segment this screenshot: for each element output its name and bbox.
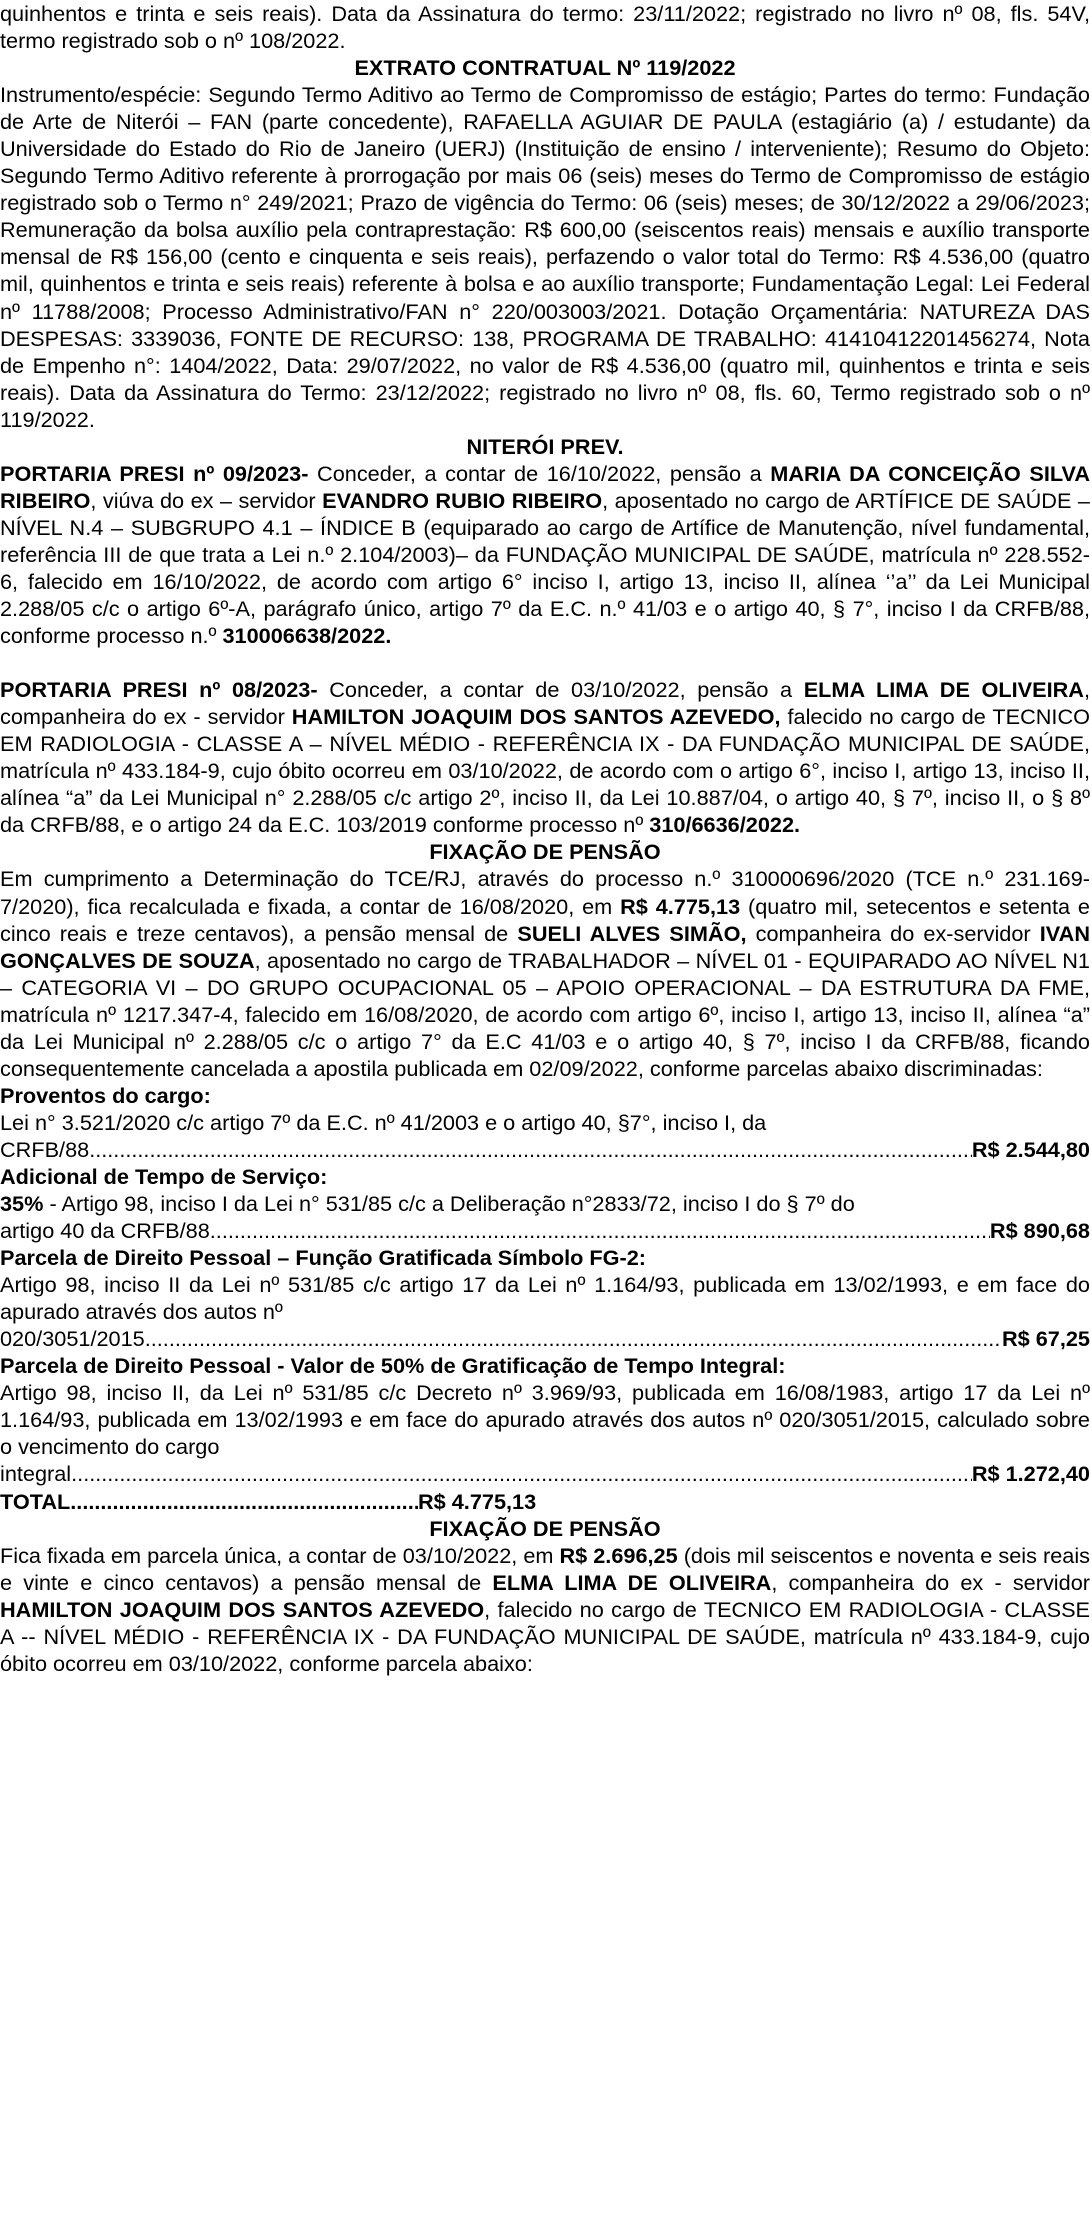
fixacao-2-paragraph xyxy=(0,1542,1090,1677)
adicional-value: R$ 890,68 xyxy=(989,1218,1090,1244)
fixacao-2-servidor: HAMILTON JOAQUIM DOS SANTOS AZEVEDO xyxy=(0,1596,485,1622)
portaria-09-paragraph xyxy=(0,460,1090,649)
blank-line xyxy=(0,649,1090,676)
fixacao-2-text-4: , falecido no cargo de TECNICO EM RADIOLOGIA - CLASSE A -- NÍVEL MÉDIO - REFERÊNCIA IX - DA FUNDAÇÃO MUNICIPAL DE SAÚDE, matrícula nº 433.184-9, cujo óbito ocorreu em 03/10/2022, conforme parcela abaixo: xyxy=(0,1596,1090,1676)
integral-title xyxy=(0,1352,1090,1379)
portaria-09-servidor: EVANDRO RUBIO RIBEIRO xyxy=(322,487,603,513)
fixacao-1-text-1: Em cumprimento a Determinação do TCE/RJ, através do processo n.º 310000696/2020 (TCE n.º 231.169-7/2020), fica recalculada e fixada, a contar de 16/08/2020, em xyxy=(0,866,1090,919)
paragraph-continuation: quinhentos e trinta e seis reais). Data da Assinatura do termo: 23/11/2022; registrado no livro nº 08, fls. 54V, termo registrado sob o nº 108/2022. xyxy=(0,1,1090,54)
fg-title xyxy=(0,1244,1090,1271)
fixacao-1-beneficiary: SUELI ALVES SIMÃO, xyxy=(517,920,747,946)
fg-leader: 020/3051/2015 ..... xyxy=(0,1325,1002,1352)
fg-title-text: Parcela de Direito Pessoal – Função Gratificada Símbolo FG-2: xyxy=(0,1245,646,1271)
portaria-08-head: PORTARIA PRESI nº 08/2023- xyxy=(0,677,318,703)
fixacao-1-paragraph xyxy=(0,865,1090,1081)
adicional-leader: artigo 40 da CRFB/88 ..... xyxy=(0,1217,990,1244)
niteroi-prev-title: NITERÓI PREV. xyxy=(466,433,624,459)
proventos-value: R$ 2.544,80 xyxy=(971,1136,1090,1162)
integral-line xyxy=(0,1460,1090,1487)
proventos-title xyxy=(0,1082,1090,1109)
portaria-08-beneficiary: ELMA LIMA DE OLIVEIRA xyxy=(803,677,1084,703)
fixacao-2-title: FIXAÇÃO DE PENSÃO xyxy=(429,1515,661,1541)
proventos-line xyxy=(0,1136,1090,1163)
integral-value: R$ 1.272,40 xyxy=(971,1461,1090,1487)
extrato-body: Instrumento/espécie: Segundo Termo Aditivo ao Termo de Compromisso de estágio; Partes do termo: Fundação de Arte de Niterói – FAN (parte concedente), RAFAELLA AGUIAR DE PAULA (estagiário (a) / estudante) da Universidade do Estado do Rio de Janeiro (UERJ) (Instituição de ensino / interveniente); Resumo do Objeto: Segundo Termo Aditivo referente à prorrogação por mais 06 (seis) meses do Termo de Compromisso de estágio registrado sob o Termo n° 249/2021; Prazo de vigência do Termo: 06 (seis) meses; de 30/12/2022 a 29/06/2023; Remuneração da bolsa auxílio pela contraprestação: R$ 600,00 (seiscentos reais) mensais e auxílio transporte mensal de R$ 156,00 (cento e cinquenta e seis reais), perfazendo o valor total do Termo: R$ 4.536,00 (quatro mil, quinhentos e trinta e seis reais) referente à bolsa e ao auxílio transporte; Fundamentação Legal: Lei Federal nº 11788/2008; Processo Administrativo/FAN n° 220/003003/2021. Dotação Orçamentária: NATUREZA DAS DESPESAS: 3339036, FONTE DE RECURSO: 138, PROGRAMA DE TRABALHO: 41410412201456274, Nota de Empenho n°: 1404/2022, Data: 29/07/2022, no valor de R$ 4.536,00 (quatro mil, quinhentos e trinta e seis reais). Data da Assinatura do Termo: 23/12/2022; registrado no livro nº 08, fls. 60, Termo registrado sob o nº 119/2022. xyxy=(0,82,1090,432)
total-label: TOTAL ..... xyxy=(0,1488,418,1515)
portaria-09-process: 310006638/2022. xyxy=(222,623,392,649)
adicional-percent: 35% xyxy=(0,1191,44,1217)
fixacao-1-servidor: IVAN GONÇALVES DE SOUZA xyxy=(0,920,1090,973)
portaria-09-head: PORTARIA PRESI nº 09/2023- xyxy=(0,460,309,486)
fixacao-2-text-3: , companheira do ex - servidor xyxy=(771,1569,1090,1595)
proventos-paragraph: Lei n° 3.521/2020 c/c artigo 7º da E.C. nº 41/2003 e o artigo 40, §7°, inciso I, da xyxy=(0,1109,767,1135)
portaria-08-text-1: Conceder, a contar de 03/10/2022, pensão a xyxy=(317,677,804,703)
fixacao-2-amount: R$ 2.696,25 xyxy=(559,1542,678,1568)
portaria-08-text-3: falecido no cargo de TECNICO EM RADIOLOGIA - CLASSE A – NÍVEL MÉDIO - REFERÊNCIA IX - DA FUNDAÇÃO MUNICIPAL DE SAÚDE, matrícula nº 433.184-9, cujo óbito ocorreu em 03/10/2022, de acordo com o artigo 6°, inciso I, artigo 13, inciso II, alínea “a” da Lei Municipal n° 2.288/05 c/c artigo 2º, inciso II, da Lei 10.887/04, o artigo 40, § 7º, inciso II, o § 8º da CRFB/88, e o artigo 24 da E.C. 103/2019 conforme processo nº xyxy=(0,704,1090,838)
fixacao-1-amount: R$ 4.775,13 xyxy=(620,893,741,919)
portaria-09-text-1: Conceder, a contar de 16/10/2022, pensão a xyxy=(308,460,771,486)
adicional-paragraph: 35% - Artigo 98, inciso I da Lei n° 531/85 c/c a Deliberação n°2833/72, inciso I do § 7º do xyxy=(0,1191,855,1217)
portaria-09-text-3: , aposentado no cargo de ARTÍFICE DE SAÚDE – NÍVEL N.4 – SUBGRUPO 4.1 – ÍNDICE B (equiparado ao cargo de Artífice de Manutenção, nível fundamental, referência III de que trata a Lei n.º 2.104/2003)– da FUNDAÇÃO MUNICIPAL DE SAÚDE, matrícula nº 228.552-6, falecido em 16/10/2022, de acordo com artigo 6° inciso I, artigo 13, inciso II, alínea ‘’a’’ da Lei Municipal 2.288/05 c/c o artigo 6º-A, parágrafo único, artigo 7º da E.C. n.º 41/03 e o artigo 40, § 7°, inciso I da CRFB/88, conforme processo n.º xyxy=(0,487,1090,649)
integral-title-text: Parcela de Direito Pessoal - Valor de 50% de Gratificação de Tempo Integral: xyxy=(0,1353,786,1379)
portaria-09-beneficiary: MARIA DA CONCEIÇÃO SILVA RIBEIRO xyxy=(0,460,1090,513)
portaria-08-process: 310/6636/2022. xyxy=(649,812,801,838)
fixacao-2-beneficiary: ELMA LIMA DE OLIVEIRA xyxy=(492,1569,772,1595)
total-value: R$ 4.775,13 xyxy=(418,1488,537,1514)
fixacao-1-text-4: , aposentado no cargo de TRABALHADOR – NÍVEL 01 - EQUIPARADO AO NÍVEL N1 – CATEGORIA VI – DO GRUPO OCUPACIONAL 05 – APOIO OPERACIONAL – DA ESTRUTURA DA FME, matrícula nº 1217.347-4, falecido em 16/08/2020, de acordo com artigo 6º, inciso I, artigo 13, inciso II, alínea “a” da Lei Municipal nº 2.288/05 c/c o artigo 7° da E.C 41/03 e o artigo 40, § 7º, inciso I da CRFB/88, ficando consequentemente cancelada a apostila publicada em 02/09/2022, conforme parcelas abaixo discriminadas: xyxy=(0,947,1090,1081)
portaria-08-servidor: HAMILTON JOAQUIM DOS SANTOS AZEVEDO, xyxy=(291,704,781,730)
portaria-08-text-2: , companheira do ex - servidor xyxy=(0,677,1090,730)
integral-paragraph: Artigo 98, inciso II, da Lei nº 531/85 c/c Decreto nº 3.969/93, publicada em 16/08/1983, artigo 17 da Lei nº 1.164/93, publicada em 13/02/1993 e em face do apurado através dos autos nº 020/3051/2015, calculado sobre o vencimento do cargo xyxy=(0,1380,1090,1460)
adicional-title xyxy=(0,1163,1090,1190)
fixacao-2-text-1: Fica fixada em parcela única, a contar de 03/10/2022, em xyxy=(0,1542,560,1568)
fg-line xyxy=(0,1325,1090,1352)
proventos-leader: CRFB/88 ..... xyxy=(0,1136,972,1163)
integral-leader: integral ..... xyxy=(0,1460,972,1487)
portaria-08-paragraph xyxy=(0,676,1090,838)
adicional-line xyxy=(0,1217,1090,1244)
adicional-title-text: Adicional de Tempo de Serviço: xyxy=(0,1163,328,1189)
proventos-title-text: Proventos do cargo: xyxy=(0,1082,211,1108)
fixacao-1-text-3: companheira do ex-servidor xyxy=(746,920,1040,946)
total-line xyxy=(0,1488,1090,1515)
fg-value: R$ 67,25 xyxy=(1001,1326,1090,1352)
fg-paragraph: Artigo 98, inciso II da Lei nº 531/85 c/c artigo 17 da Lei nº 1.164/93, publicada em 13/02/1993, e em face do apurado através dos autos nº xyxy=(0,1272,1090,1325)
portaria-09-text-2: , viúva do ex – servidor xyxy=(90,487,323,513)
extrato-title: EXTRATO CONTRATUAL Nº 119/2022 xyxy=(354,55,736,81)
fixacao-1-title: FIXAÇÃO DE PENSÃO xyxy=(429,839,661,865)
fixacao-2-text-2: (dois mil seiscentos e noventa e seis reais e vinte e cinco centavos) a pensão mensal de xyxy=(0,1542,1090,1595)
fixacao-1-text-2: (quatro mil, setecentos e setenta e cinco reais e treze centavos), a pensão mensal de xyxy=(0,893,1090,946)
